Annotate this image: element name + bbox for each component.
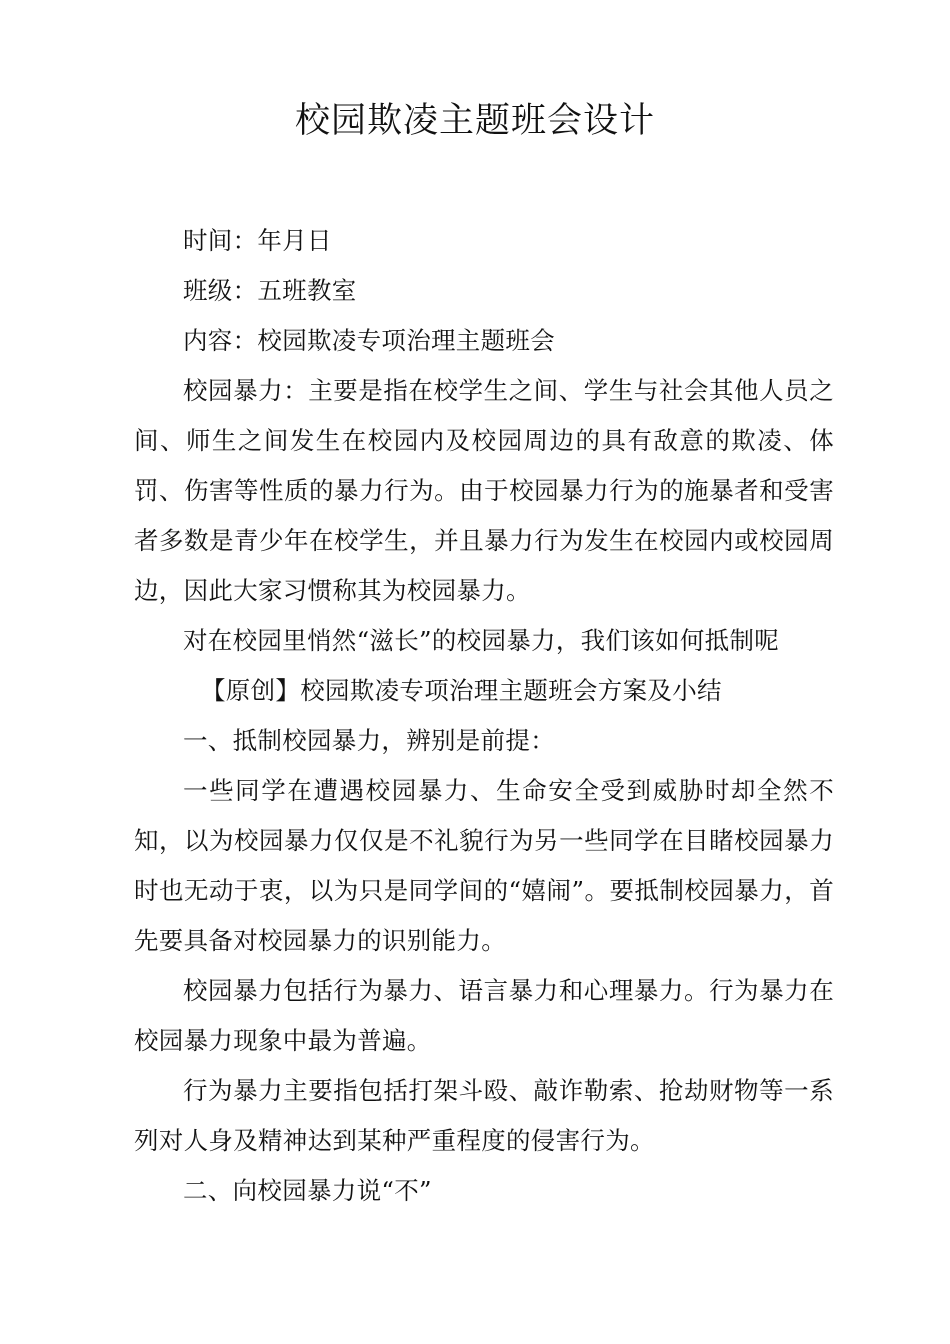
paragraph-time: 时间：年月日 <box>183 226 332 255</box>
paragraph-definition: 校园暴力：主要是指在校学生之间、学生与社会其他人员之间、师生之间发生在校园内及校园周边的具有敌意的欺凌、体罚、伤害等性质的暴力行为。由于校园暴力行为的施暴者和受害者多数是青少年在校学生，并且暴力行为发生在校园内或校园周边，因此大家习惯称其为校园暴力。 <box>134 376 834 605</box>
paragraph-original-heading: 【原创】校园欺凌专项治理主题班会方案及小结 <box>201 676 722 705</box>
paragraph-awareness: 一些同学在遭遇校园暴力、生命安全受到威胁时却全然不知，以为校园暴力仅仅是不礼貌行为另一些同学在目睹校园暴力时也无动于衷，以为只是同学间的“嬉闹”。要抵制校园暴力，首先要具备对校园暴力的识别能力。 <box>134 776 834 955</box>
section-heading-1: 一、抵制校园暴力，辨别是前提： <box>183 726 555 755</box>
paragraph-class: 班级：五班教室 <box>183 276 357 305</box>
paragraph-question: 对在校园里悄然“滋长”的校园暴力，我们该如何抵制呢 <box>183 626 780 655</box>
paragraph-content: 内容：校园欺凌专项治理主题班会 <box>183 326 555 355</box>
paragraph-behavior: 行为暴力主要指包括打架斗殴、敲诈勒索、抢劫财物等一系列对人身及精神达到某种严重程度的侵害行为。 <box>134 1076 834 1155</box>
paragraph-types: 校园暴力包括行为暴力、语言暴力和心理暴力。行为暴力在校园暴力现象中最为普遍。 <box>134 976 834 1055</box>
section-heading-2: 二、向校园暴力说“不” <box>183 1176 432 1205</box>
document-body <box>134 216 834 1216</box>
document-title: 校园欺凌主题班会设计 <box>294 101 655 141</box>
